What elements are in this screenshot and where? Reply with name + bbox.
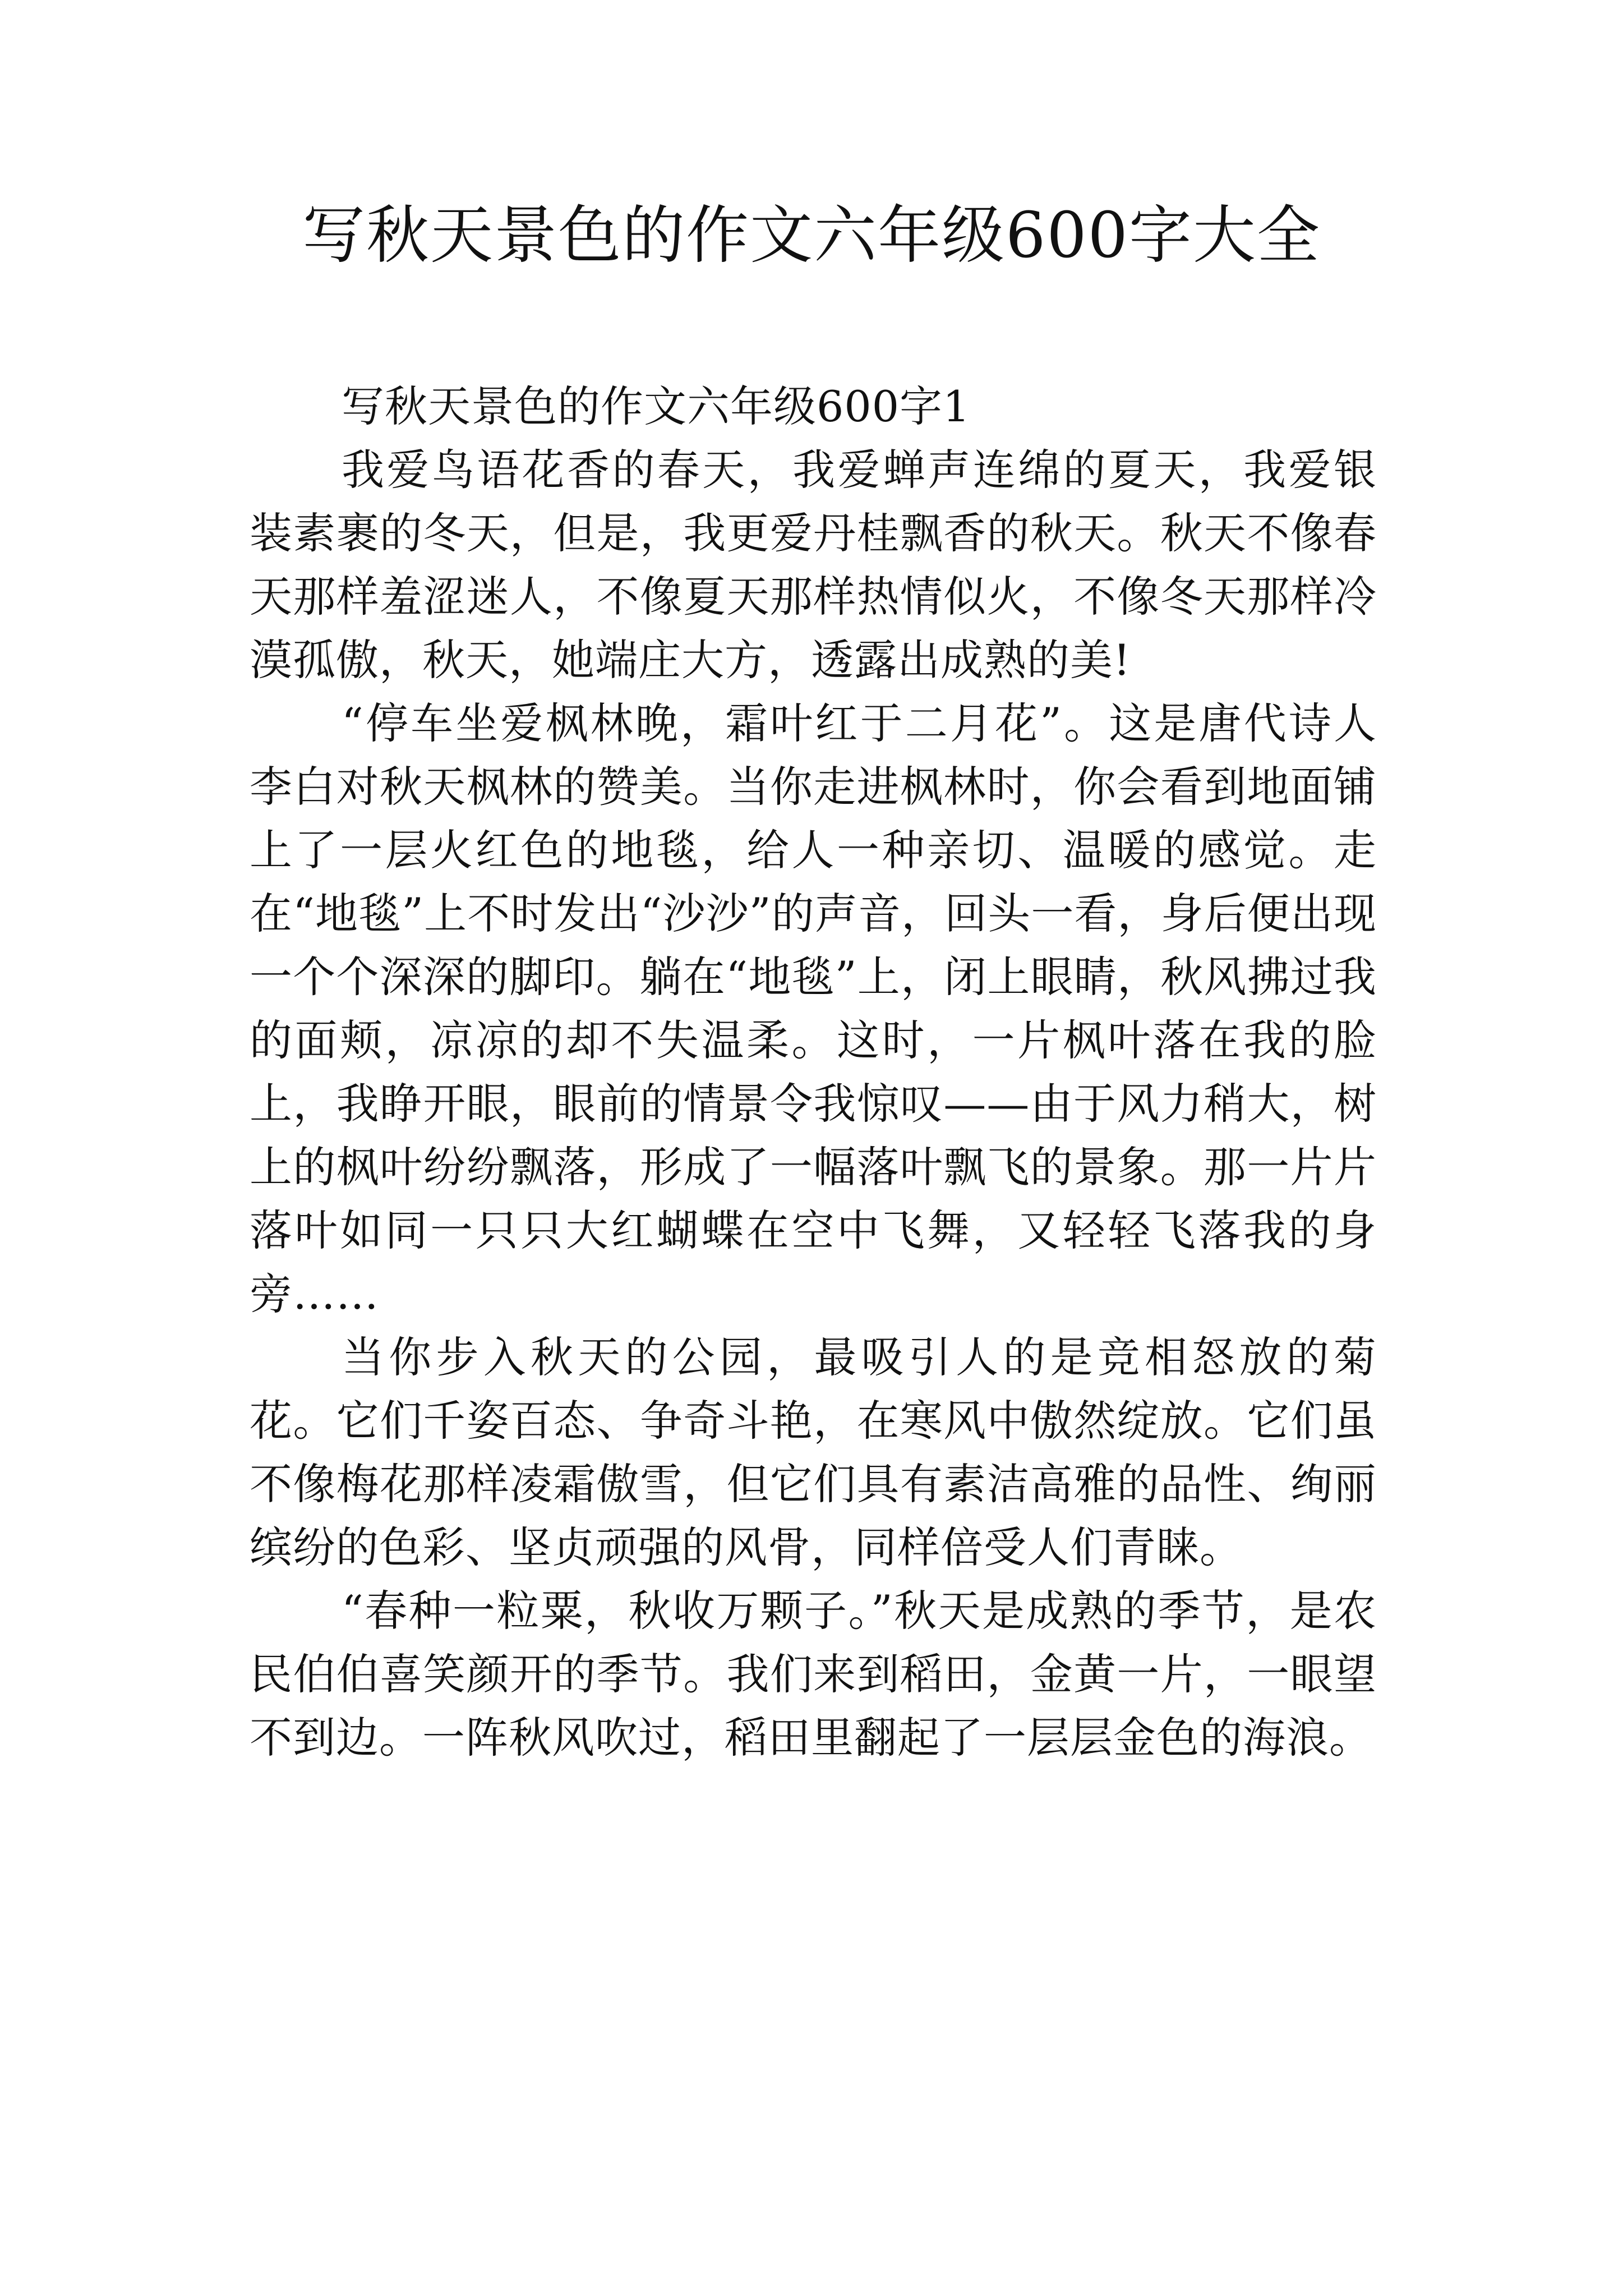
section-heading: 写秋天景色的作文六年级600字1 <box>342 381 971 431</box>
paragraph-1: 我爱鸟语花香的春天，我爱蝉声连绵的夏天，我爱银装素裹的冬天，但是，我更爱丹桂飘香的秋天。秋天不像春天那样羞涩迷人，不像夏天那样热情似火，不像冬天那样冷漠孤傲，秋天，她端庄大方，透露出成熟的美! <box>250 445 1377 685</box>
document-title: 写秋天景色的作文六年级600字大全 <box>302 199 1321 272</box>
paragraph-2: “停车坐爱枫林晚，霜叶红于二月花”。这是唐代诗人李白对秋天枫林的赞美。当你走进枫林时，你会看到地面铺上了一层火红色的地毯，给人一种亲切、温暖的感觉。走在“地毯”上不时发出“沙沙”的声音，回头一看，身后便出现一个个深深的脚印。躺在“地毯”上，闭上眼睛，秋风拂过我的面颊，凉凉的却不失温柔。这时，一片枫叶落在我的脸上，我睁开眼，眼前的情景令我惊叹——由于风力稍大，树上的枫叶纷纷飘落，形成了一幅落叶飘飞的景象。那一片片落叶如同一只只大红蝴蝶在空中飞舞，又轻轻飞落我的身旁…… <box>250 698 1377 1319</box>
paragraph-4: “春种一粒粟，秋收万颗子。”秋天是成熟的季节，是农民伯伯喜笑颜开的季节。我们来到稻田，金黄一片，一眼望不到边。一阵秋风吹过，稻田里翻起了一层层金色的海浪。 <box>250 1586 1377 1763</box>
document-body <box>250 375 1377 1769</box>
paragraph-3: 当你步入秋天的公园，最吸引人的是竞相怒放的菊花。它们千姿百态、争奇斗艳，在寒风中傲然绽放。它们虽不像梅花那样凌霜傲雪，但它们具有素洁高雅的品性、绚丽缤纷的色彩、坚贞顽强的风骨，同样倍受人们青睐。 <box>250 1332 1377 1572</box>
